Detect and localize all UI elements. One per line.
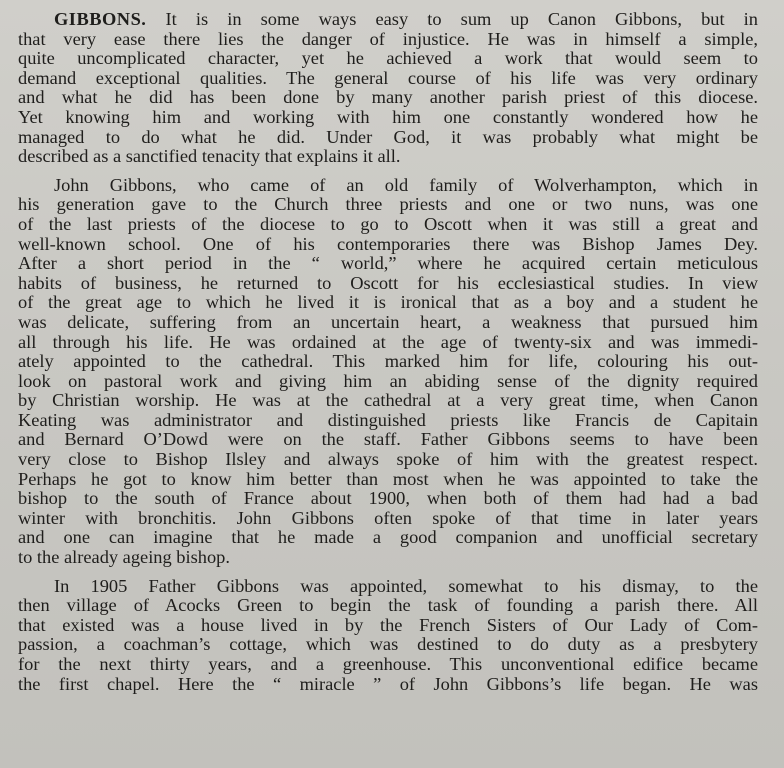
- paragraph-line: ately appointed to the cathedral. This marked him for life, colouring his out-: [18, 351, 758, 372]
- paragraph-line: his generation gave to the Church three priests and one or two nuns, was one: [18, 194, 758, 215]
- paragraph-line: to the already ageing bishop.: [18, 547, 230, 568]
- paragraph-line: look on pastoral work and giving him an abiding sense of the dignity required: [18, 370, 758, 391]
- paragraph-line: well-known school. One of his contemporaries there was Bishop James Dey.: [18, 233, 758, 254]
- paragraph-1: [18, 10, 758, 167]
- paragraph-line: winter with bronchitis. John Gibbons often spoke of that time in later years: [18, 507, 758, 528]
- paragraph-line: John Gibbons, who came of an old family of Wolverhampton, which in: [54, 174, 758, 195]
- paragraph-line: quite uncomplicated character, yet he achieved a work that would seem to: [18, 48, 758, 69]
- paragraph-line: demand exceptional qualities. The general course of his life was very ordinary: [18, 67, 758, 88]
- line-text: It is in some ways easy to sum up Canon Gibbons, but in: [165, 9, 758, 29]
- paragraph-line: passion, a coachman’s cottage, which was destined to do duty as a presbytery: [18, 634, 758, 655]
- paragraph-line: of the great age to which he lived it is ironical that as a boy and a student he: [18, 292, 758, 313]
- paragraph-line: of the last priests of the diocese to go to Oscott when it was still a great and: [18, 213, 758, 234]
- paragraph-line: that very ease there lies the danger of injustice. He was in himself a simple,: [18, 28, 758, 49]
- paragraph-line: and one can imagine that he made a good companion and unofficial secretary: [18, 527, 758, 548]
- paragraph-2: [18, 176, 758, 568]
- paragraph-line: for the next thirty years, and a greenhouse. This unconventional edifice became: [18, 654, 758, 674]
- paragraph-line: Yet knowing him and working with him one constantly wondered how he: [18, 106, 758, 127]
- paragraph-line: Keating was administrator and distinguished priests like Francis de Capitain: [18, 409, 758, 430]
- paragraph-line: managed to do what he did. Under God, it was probably what might be: [18, 126, 758, 147]
- paragraph-line: and what he did has been done by many another parish priest of this diocese.: [18, 87, 758, 108]
- paragraph-line: described as a sanctified tenacity that explains it all.: [18, 146, 401, 167]
- paragraph-line: bishop to the south of France about 1900, when both of them had had a bad: [18, 488, 758, 509]
- paragraph-line: then village of Acocks Green to begin the task of founding a parish there. All: [18, 595, 758, 616]
- paragraph-line: [18, 10, 758, 30]
- paragraph-line: by Christian worship. He was at the cathedral at a very great time, when Canon: [18, 390, 758, 411]
- paragraph-line: habits of business, he returned to Oscott for his ecclesiastical studies. In view: [18, 272, 758, 293]
- paragraph-line: the first chapel. Here the “ miracle ” of John Gibbons’s life began. He was: [18, 673, 758, 694]
- paragraph-line: very close to Bishop Ilsley and always spoke of him with the greatest respect.: [18, 449, 758, 470]
- lead-word: GIBBONS.: [54, 9, 147, 29]
- paragraph-line: all through his life. He was ordained at the age of twenty-six and was immedi-: [18, 331, 758, 352]
- paragraph-3: [18, 577, 758, 695]
- paragraph-line: In 1905 Father Gibbons was appointed, somewhat to his dismay, to the: [54, 575, 758, 596]
- paragraph-line: After a short period in the “ world,” where he acquired certain meticulous: [18, 253, 758, 274]
- article-body: [18, 10, 758, 694]
- paragraph-line: and Bernard O’Dowd were on the staff. Father Gibbons seems to have been: [18, 429, 758, 450]
- paragraph-line: Perhaps he got to know him better than most when he was appointed to take the: [18, 468, 758, 489]
- paragraph-line: that existed was a house lived in by the French Sisters of Our Lady of Com-: [18, 614, 758, 635]
- paragraph-line: was delicate, suffering from an uncertain heart, a weakness that pursued him: [18, 311, 758, 332]
